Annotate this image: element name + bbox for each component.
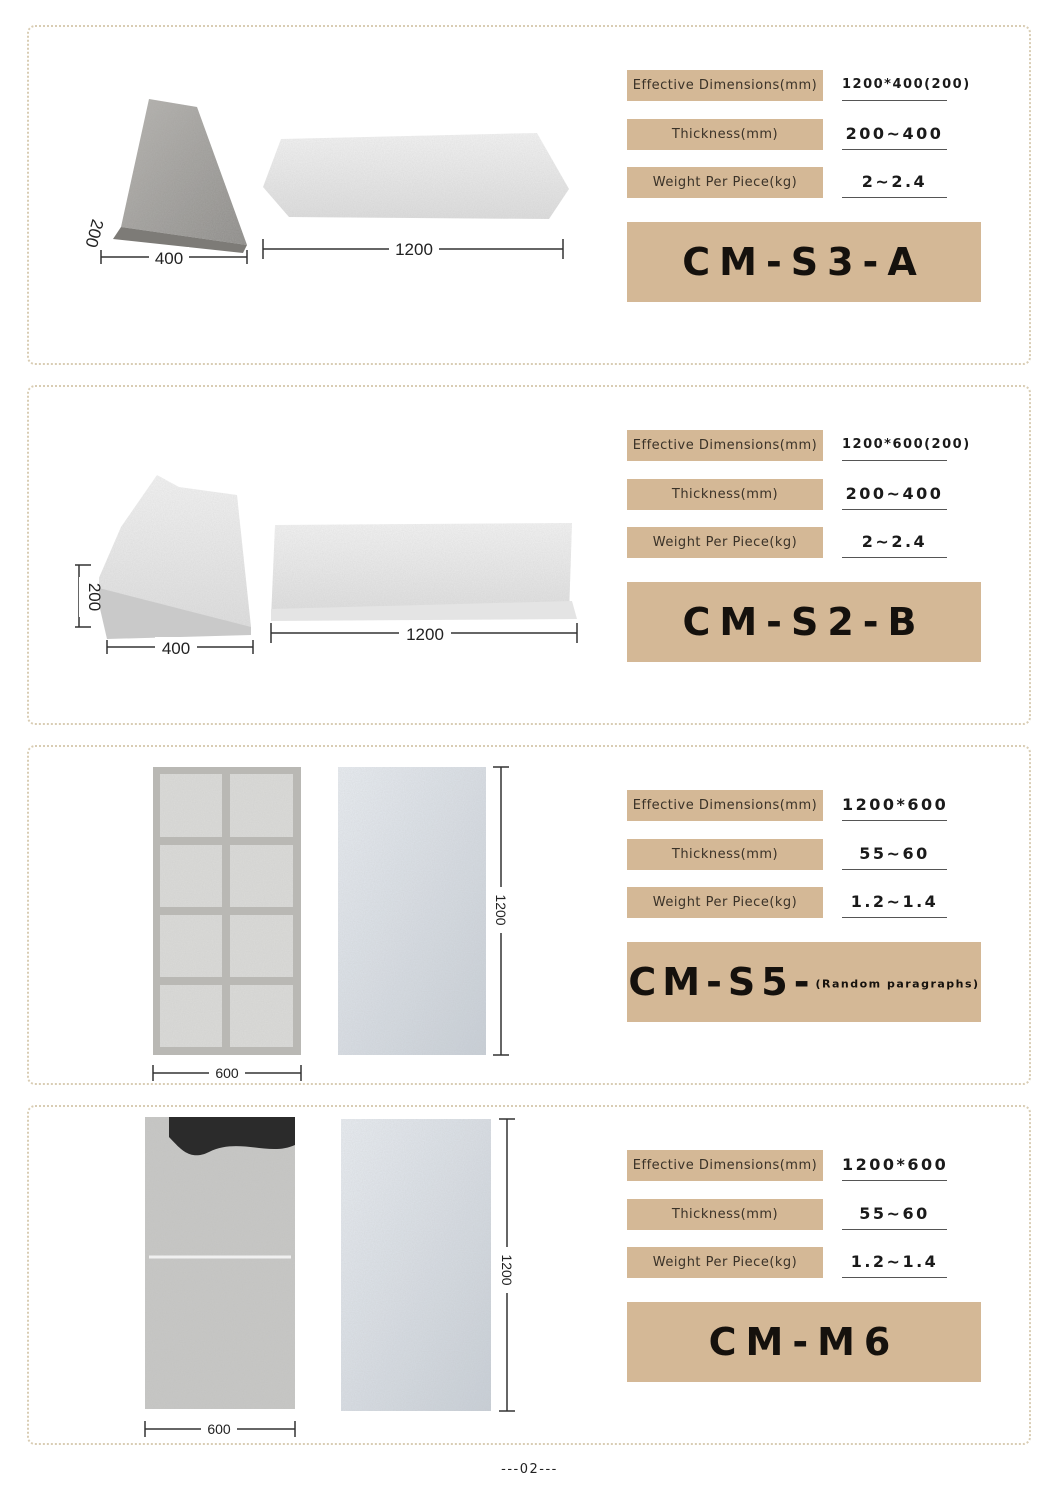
dimension-200: 200	[85, 582, 104, 612]
dimension-400: 400	[161, 639, 191, 658]
spec-value-weight: 1.2~1.4	[842, 887, 947, 918]
spec-label-weight: Weight Per Piece(kg)	[627, 527, 823, 558]
spec-value-weight: 2~2.4	[842, 167, 947, 198]
dimension-600: 600	[207, 1421, 231, 1437]
product-illustration	[29, 747, 629, 1087]
spec-value-weight: 1.2~1.4	[842, 1247, 947, 1278]
spec-value-dimensions: 1200*400(200)	[842, 70, 947, 101]
spec-label-dimensions: Effective Dimensions(mm)	[627, 790, 823, 821]
model-banner	[627, 582, 981, 662]
spec-label-thickness: Thickness(mm)	[627, 479, 823, 510]
spec-value-thickness: 55~60	[842, 839, 947, 870]
spec-label-dimensions: Effective Dimensions(mm)	[627, 70, 823, 101]
dimension-400: 400	[154, 249, 184, 268]
spec-label-thickness: Thickness(mm)	[627, 1199, 823, 1230]
model-banner	[627, 1302, 981, 1382]
spec-value-thickness: 200~400	[842, 479, 947, 510]
dimension-200: 200	[81, 217, 108, 250]
corner-piece-image	[121, 99, 247, 245]
dimension-1200: 1200	[499, 1254, 515, 1286]
spec-label-dimensions: Effective Dimensions(mm)	[627, 1150, 823, 1181]
spec-label-weight: Weight Per Piece(kg)	[627, 167, 823, 198]
product-illustration	[29, 387, 629, 727]
product-illustration	[29, 1107, 629, 1447]
panel-image	[338, 767, 486, 1055]
product-card-cm-s3-a	[27, 25, 1031, 365]
spec-value-dimensions: 1200*600(200)	[842, 430, 947, 461]
spec-value-dimensions: 1200*600	[842, 790, 947, 821]
dimension-1200: 1200	[395, 240, 433, 259]
spec-label-thickness: Thickness(mm)	[627, 839, 823, 870]
product-card-cm-s2-b	[27, 385, 1031, 725]
model-banner	[627, 222, 981, 302]
spec-value-weight: 2~2.4	[842, 527, 947, 558]
product-illustration	[29, 27, 629, 367]
model-banner	[627, 942, 981, 1022]
model-code: CM-M6	[708, 1320, 900, 1364]
spec-value-dimensions: 1200*600	[842, 1150, 947, 1181]
model-code: CM-S2-B	[682, 600, 926, 644]
product-card-cm-m6	[27, 1105, 1031, 1445]
model-code: CM-S5-	[628, 960, 816, 1004]
dimension-600: 600	[215, 1065, 239, 1081]
page-number: ---02---	[501, 1462, 558, 1477]
spec-value-thickness: 55~60	[842, 1199, 947, 1230]
model-suffix: (Random paragraphs)	[815, 977, 980, 991]
spec-label-thickness: Thickness(mm)	[627, 119, 823, 150]
flat-piece-image	[263, 133, 569, 219]
product-card-cm-s5	[27, 745, 1031, 1085]
mold-image	[145, 1117, 295, 1409]
panel-image	[341, 1119, 491, 1411]
dimension-1200: 1200	[406, 625, 444, 644]
dimension-1200: 1200	[493, 894, 509, 926]
model-code: CM-S3-A	[682, 240, 926, 284]
spec-label-weight: Weight Per Piece(kg)	[627, 887, 823, 918]
spec-label-dimensions: Effective Dimensions(mm)	[627, 430, 823, 461]
spec-value-thickness: 200~400	[842, 119, 947, 150]
spec-label-weight: Weight Per Piece(kg)	[627, 1247, 823, 1278]
